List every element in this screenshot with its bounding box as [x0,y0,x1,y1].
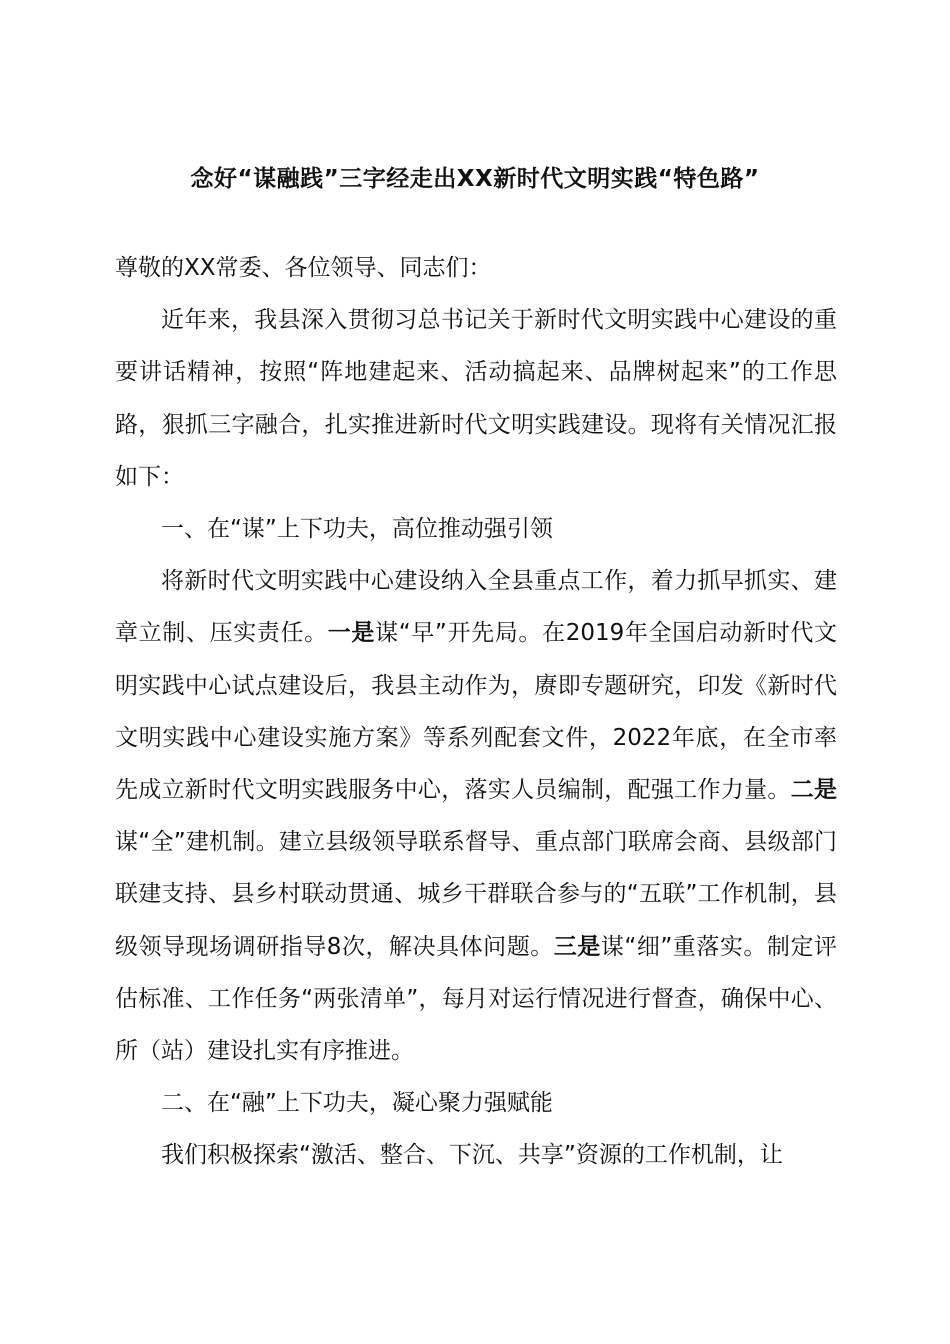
point-2-text: 谋“全”建机制。建立县级领导联系督导、重点部门联席会商、县级部门联建支持、县乡村联动贯通、城乡干群联合参与的“五联”工作机制，县级领导现场调研指导8次，解决具体问题。 [115,829,837,960]
section-2-paragraph: 我们积极探索“激活、整合、下沉、共享”资源的工作机制，让 [161,1142,783,1169]
point-3-label: 三是 [553,933,601,960]
document-title: 念好“谋融践”三字经走出XX新时代文明实践“特色路” [190,166,760,192]
point-3-text: 谋“细”重落实。制定评估标准、工作任务“两张清单”，每月对运行情况进行督查，确保中心、所（站）建设扎实有序推进。 [115,933,838,1065]
intro-paragraph: 近年来，我县深入贯彻习总书记关于新时代文明实践中心建设的重要讲话精神，按照“阵地建起来、活动搞起来、品牌树起来”的工作思路，狠抓三字融合，扎实推进新时代文明实践建设。现将有关情况汇报如下： [115,307,837,490]
point-2-label: 二是 [790,777,838,804]
section-1-lead: 将新时代文明实践中心建设纳入全县重点工作，着力抓早抓实、建章立制、压实责任。 [115,568,837,647]
section-1-paragraph [115,555,837,1077]
salutation: 尊敬的XX常委、各位领导、同志们： [115,255,492,281]
document-body [115,242,837,1182]
point-1-text: 谋“早”开先局。在2019年全国启动新时代文明实践中心试点建设后，我县主动作为，赓即专题研究，印发《新时代文明实践中心建设实施方案》等系列配套文件，2022年底，在全市率先成立新时代文明实践服务中心，落实人员编制，配强工作力量。 [115,620,838,804]
section-2-heading: 二、在“融”上下功夫，凝心聚力强赋能 [161,1090,553,1117]
point-1-label: 一是 [327,620,376,647]
section-1-heading: 一、在“谋”上下功夫，高位推动强引领 [161,516,553,543]
